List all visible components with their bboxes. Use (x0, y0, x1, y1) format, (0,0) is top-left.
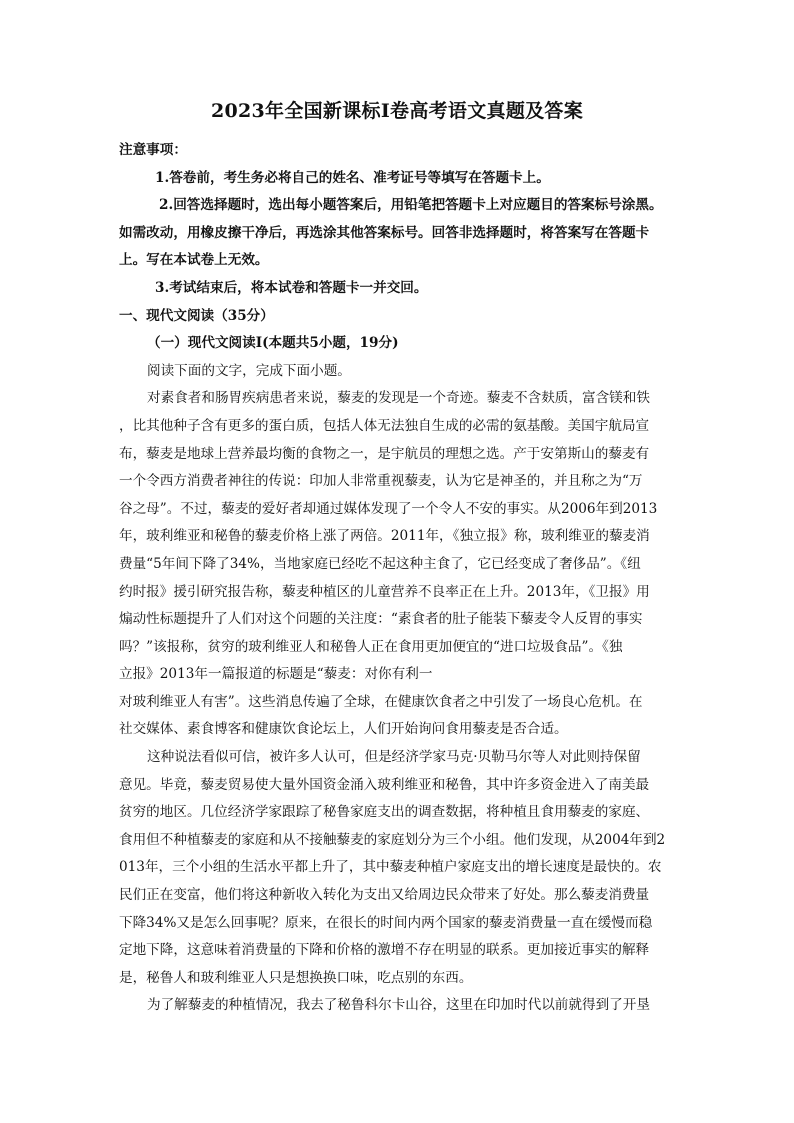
subsection-heading: （一）现代文阅读Ⅰ(本题共5小题，19分) (147, 335, 399, 352)
notice-item-2-line-3: 上。写在本试卷上无效。 (119, 252, 269, 269)
passage-line: 意见。毕竟，藜麦贸易使大量外国资金涌入玻利维亚和秘鲁，其中许多资金进入了南美最 (119, 776, 650, 793)
passage-line: 是，秘鲁人和玻利维亚人只是想换换口味，吃点别的东西。 (119, 969, 473, 986)
notice-heading: 注意事项： (119, 142, 187, 158)
passage-line: 食用但不种植藜麦的家庭和从不接触藜麦的家庭划分为三个小组。他们发现，从2004年到2 (119, 831, 666, 848)
passage-line: 谷之母”。不过，藜麦的爱好者却通过媒体发现了一个令人不安的事实。从2006年到2013 (119, 500, 658, 517)
reading-instruction: 阅读下面的文字，完成下面小题。 (147, 362, 351, 379)
page-title: 2023年全国新课标Ⅰ卷高考语文真题及答案 (210, 100, 584, 122)
passage-line: 定地下降，这意味着消费量的下降和价格的激增不存在明显的联系。更加接近事实的解释 (119, 942, 650, 959)
passage-line: 民们正在变富，他们将这种新收入转化为支出又给周边民众带来了好处。那么藜麦消费量 (119, 887, 650, 904)
passage-line: ，比其他种子含有更多的蛋白质，包括人体无法独自生成的必需的氨基酸。美国宇航局宣 (119, 417, 650, 434)
passage-line: 布，藜麦是地球上营养最均衡的食物之一，是宇航员的理想之选。产于安第斯山的藜麦有 (119, 445, 650, 462)
passage-line: 立报》2013年一篇报道的标题是“藜麦：对你有利一 (119, 666, 433, 683)
passage-line: 费量“5年间下降了34%，当地家庭已经吃不起这种主食了，它已经变成了奢侈品”。《纽 (119, 555, 641, 572)
passage-line: 这种说法看似可信，被许多人认可，但是经济学家马克·贝勒马尔等人对此则持保留 (147, 749, 641, 766)
passage-line: 013年，三个小组的生活水平都上升了，其中藜麦种植户家庭支出的增长速度是最快的。农 (119, 859, 662, 876)
notice-item-2-line-1: 2.回答选择题时，选出每小题答案后，用铅笔把答题卡上对应题目的答案标号涂黑。 (159, 197, 663, 214)
notice-item-2-line-2: 如需改动，用橡皮擦干净后，再选涂其他答案标号。回答非选择题时，将答案写在答题卡 (119, 224, 650, 241)
passage-line: 一个令西方消费者神往的传说：印加人非常重视藜麦，认为它是神圣的，并且称之为“万 (119, 473, 643, 490)
passage-line: 为了解藜麦的种植情况，我去了秘鲁科尔卡山谷，这里在印加时代以前就得到了开垦 (147, 997, 650, 1014)
passage-line: 年，玻利维亚和秘鲁的藜麦价格上涨了两倍。2011年，《独立报》称，玻利维亚的藜麦消 (119, 528, 650, 545)
notice-item-1: 1.答卷前，考生务必将自己的姓名、准考证号等填写在答题卡上。 (155, 169, 550, 186)
passage-line: 煽动性标题提升了人们对这个问题的关注度：“素食者的肚子能装下藜麦令人反胃的事实 (119, 611, 643, 628)
section-heading: 一、现代文阅读（35分） (119, 307, 274, 324)
passage-line: 约时报》援引研究报告称，藜麦种植区的儿童营养不良率正在上升。2013年，《卫报》用 (119, 583, 650, 600)
passage-line: 社交媒体、素食博客和健康饮食论坛上，人们开始询问食用藜麦是否合适。 (119, 721, 568, 738)
document-page (119, 96, 675, 1020)
passage-line: 对素食者和肠胃疾病患者来说，藜麦的发现是一个奇迹。藜麦不含麸质，富含镁和铁 (147, 390, 650, 407)
passage-line: 下降34%又是怎么回事呢？原来，在很长的时间内两个国家的藜麦消费量一直在缓慢而稳 (119, 914, 653, 931)
passage-line: 贫穷的地区。几位经济学家跟踪了秘鲁家庭支出的调查数据，将种植且食用藜麦的家庭、 (119, 804, 650, 821)
passage-line: 吗？”该报称，贫穷的玻利维亚人和秘鲁人正在食用更加便宜的“进口垃圾食品”。《独 (119, 638, 623, 655)
notice-item-3: 3.考试结束后，将本试卷和答题卡一并交回。 (155, 279, 428, 296)
passage-line: 对玻利维亚人有害”。这些消息传遍了全球，在健康饮食者之中引发了一场良心危机。在 (119, 693, 643, 710)
